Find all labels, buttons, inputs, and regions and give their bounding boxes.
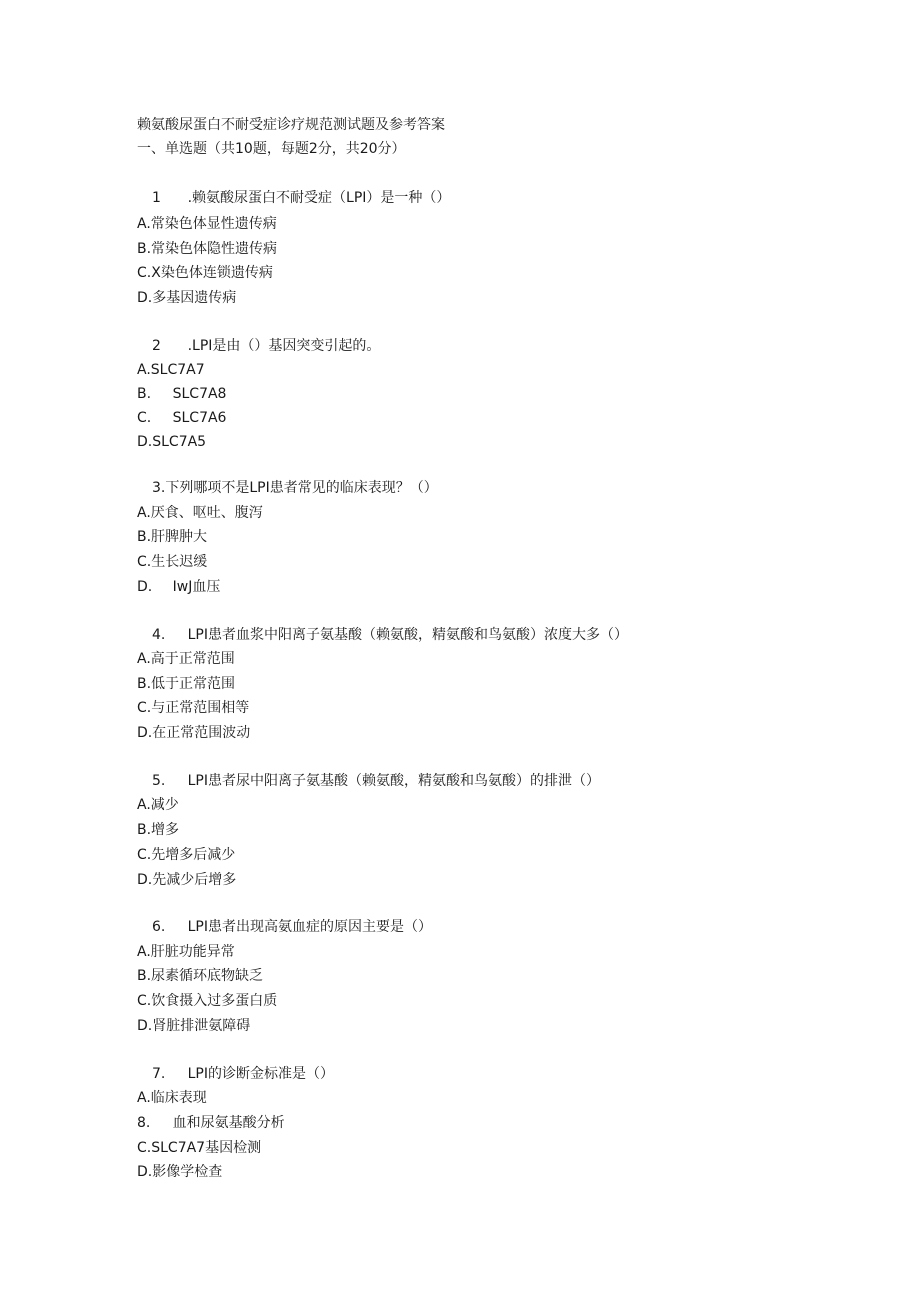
document-title: 赖氨酸尿蛋白不耐受症诊疗规范测试题及参考答案 bbox=[137, 117, 445, 133]
question-5-stem: 5. LPI患者尿中阳离子氨基酸（赖氨酸，精氨酸和鸟氨酸）的排泄（） bbox=[152, 773, 600, 789]
question-2-stem: 2 .LPI是由（）基因突变引起的。 bbox=[152, 338, 381, 354]
question-1-stem: 1 .赖氨酸尿蛋白不耐受症（LPI）是一种（） bbox=[152, 190, 451, 206]
question-6-option-a: A.肝脏功能异常 bbox=[137, 944, 235, 960]
question-1-option-c: C.X染色体连锁遗传病 bbox=[137, 265, 273, 281]
question-5-option-a: A.减少 bbox=[137, 797, 179, 813]
question-2-option-d: D.SLC7A5 bbox=[137, 434, 207, 450]
question-7-option-b: 8. 血和尿氨基酸分析 bbox=[137, 1115, 285, 1131]
section-heading: 一、单选题（共10题，每题2分，共20分） bbox=[137, 141, 406, 157]
question-3-option-d: D. IwJ血压 bbox=[137, 579, 221, 595]
question-5-option-b: B.增多 bbox=[137, 822, 180, 838]
question-3-option-a: A.厌食、呕吐、腹泻 bbox=[137, 505, 263, 521]
question-3-option-b: B.肝脾肿大 bbox=[137, 529, 208, 545]
question-4-stem: 4. LPI患者血浆中阳离子氨基酸（赖氨酸，精氨酸和鸟氨酸）浓度大多（） bbox=[152, 627, 628, 643]
question-1-option-b: B.常染色体隐性遗传病 bbox=[137, 241, 278, 257]
question-6-option-d: D.肾脏排泄氨障碍 bbox=[137, 1018, 251, 1034]
question-4-option-a: A.高于正常范围 bbox=[137, 651, 235, 667]
question-4-option-b: B.低于正常范围 bbox=[137, 676, 236, 692]
question-7-option-d: D.影像学检查 bbox=[137, 1164, 223, 1180]
question-2-option-a: A.SLC7A7 bbox=[137, 362, 205, 378]
question-2-option-b: B. SLC7A8 bbox=[137, 386, 227, 402]
question-6-option-b: B.尿素循环底物缺乏 bbox=[137, 968, 264, 984]
question-1-option-d: D.多基因遗传病 bbox=[137, 290, 237, 306]
question-1-option-a: A.常染色体显性遗传病 bbox=[137, 216, 277, 232]
question-5-option-c: C.先增多后减少 bbox=[137, 847, 236, 863]
question-3-option-c: C.生长迟缓 bbox=[137, 554, 208, 570]
question-7-stem: 7. LPI的诊断金标准是（） bbox=[152, 1066, 334, 1082]
question-2-option-c: C. SLC7A6 bbox=[137, 410, 227, 426]
question-7-option-a: A.临床表现 bbox=[137, 1090, 207, 1106]
question-3-stem: 3.下列哪项不是LPI患者常见的临床表现？（） bbox=[152, 480, 438, 496]
question-4-option-c: C.与正常范围相等 bbox=[137, 700, 250, 716]
question-6-option-c: C.饮食摄入过多蛋白质 bbox=[137, 993, 278, 1009]
question-7-option-c: C.SLC7A7基因检测 bbox=[137, 1140, 262, 1156]
question-4-option-d: D.在正常范围波动 bbox=[137, 725, 251, 741]
question-5-option-d: D.先减少后增多 bbox=[137, 872, 237, 888]
question-6-stem: 6. LPI患者出现高氨血症的原因主要是（） bbox=[152, 919, 432, 935]
